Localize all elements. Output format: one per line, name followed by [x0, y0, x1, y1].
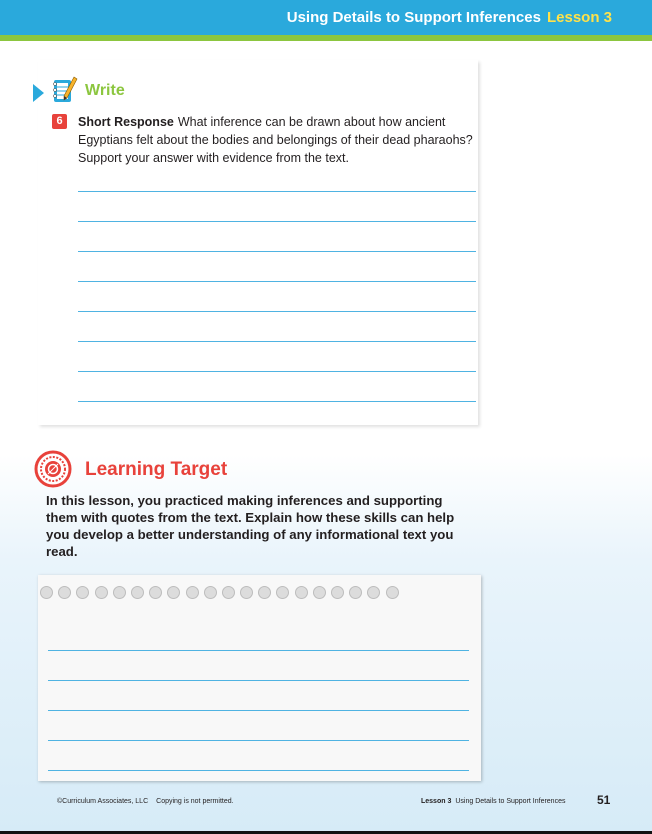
answer-line[interactable] [78, 251, 476, 252]
spiral-hole [131, 586, 144, 599]
answer-line[interactable] [78, 311, 476, 312]
answer-line[interactable] [78, 401, 476, 402]
spiral-hole [40, 586, 53, 599]
footer-lesson-title: Using Details to Support Inferences [455, 798, 566, 805]
learning-target-prompt: In this lesson, you practiced making inferences and supporting them with quotes from the text. Explain how these skills can help you develop a better understanding of any informational text you read. [46, 493, 455, 559]
spiral-hole [95, 586, 108, 599]
answer-line[interactable] [48, 680, 469, 681]
notebook-pencil-icon [52, 76, 78, 104]
footer-copyright [57, 798, 242, 805]
answer-line[interactable] [78, 191, 476, 192]
header-title [287, 9, 612, 26]
header-accent-stripe [0, 35, 652, 41]
answer-line[interactable] [48, 650, 469, 651]
spiral-hole [295, 586, 308, 599]
target-icon [34, 450, 72, 488]
header-lesson-title: Using Details to Support Inferences [286, 9, 541, 26]
spiral-hole [76, 586, 89, 599]
notebook-paper [38, 575, 481, 781]
header-lesson-number: Lesson 3 [546, 9, 612, 26]
answer-line[interactable] [48, 770, 469, 771]
spiral-hole [276, 586, 289, 599]
spiral-holes [40, 586, 480, 602]
page-number: 51 [597, 793, 611, 807]
answer-line[interactable] [78, 281, 476, 282]
spiral-hole [331, 586, 344, 599]
spiral-hole [313, 586, 326, 599]
answer-line[interactable] [78, 341, 476, 342]
spiral-hole [258, 586, 271, 599]
spiral-hole [386, 586, 399, 599]
spiral-hole [113, 586, 126, 599]
question-prompt [78, 113, 478, 167]
question-number-badge: 6 [52, 114, 67, 129]
footer-lesson-number: Lesson 3 [421, 798, 452, 805]
footer-lesson-info [421, 798, 565, 805]
question-type-label: Short Response [78, 115, 174, 129]
answer-line[interactable] [48, 710, 469, 711]
answer-line[interactable] [78, 371, 476, 372]
spiral-hole [58, 586, 71, 599]
spiral-hole [222, 586, 235, 599]
answer-line[interactable] [48, 740, 469, 741]
spiral-hole [186, 586, 199, 599]
copyright-text: ©Curriculum Associates, LLC [57, 798, 149, 805]
spiral-hole [240, 586, 253, 599]
question-text: What inference can be drawn about how ancient Egyptians felt about the bodies and belongings of their dead pharaohs? Support your answer with evidence from the text. [78, 115, 473, 165]
write-heading: Write [85, 82, 125, 99]
spiral-hole [167, 586, 180, 599]
copy-notice: Copying is not permitted. [156, 798, 234, 805]
arrow-right-icon [33, 84, 44, 102]
learning-target-heading: Learning Target [85, 459, 228, 480]
spiral-hole [149, 586, 162, 599]
spiral-hole [349, 586, 362, 599]
spiral-hole [204, 586, 217, 599]
spiral-hole [367, 586, 380, 599]
answer-line[interactable] [78, 221, 476, 222]
